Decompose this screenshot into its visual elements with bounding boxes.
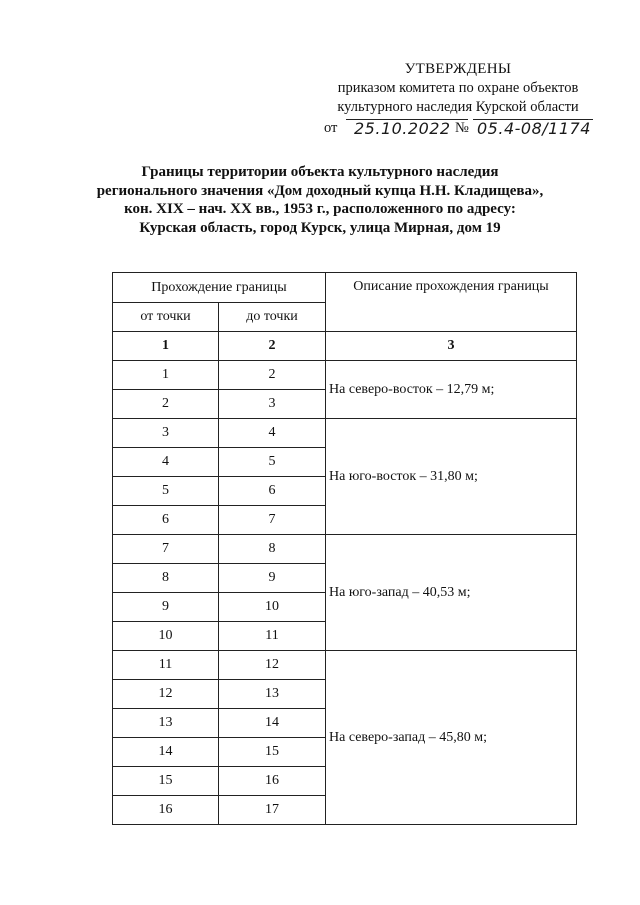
from-point-cell: 5 bbox=[113, 477, 219, 506]
approval-date-number-row bbox=[318, 118, 598, 140]
table-header-row bbox=[113, 273, 577, 303]
approval-block bbox=[318, 60, 598, 140]
to-point-cell: 13 bbox=[219, 680, 326, 709]
boundary-description-cell: На юго-восток – 31,80 м; bbox=[326, 419, 577, 535]
column-number: 3 bbox=[326, 332, 577, 361]
from-point-cell: 4 bbox=[113, 448, 219, 477]
column-number: 1 bbox=[113, 332, 219, 361]
header-to: до точки bbox=[219, 303, 326, 332]
title-line-3: кон. XIX – нач. XX вв., 1953 г., расположенного по адресу: bbox=[124, 201, 516, 217]
to-point-cell: 5 bbox=[219, 448, 326, 477]
column-number-row bbox=[113, 332, 577, 361]
to-point-cell: 6 bbox=[219, 477, 326, 506]
table-row bbox=[113, 535, 577, 564]
to-point-cell: 7 bbox=[219, 506, 326, 535]
to-point-cell: 4 bbox=[219, 419, 326, 448]
to-point-cell: 10 bbox=[219, 593, 326, 622]
table-row bbox=[113, 361, 577, 390]
header-description: Описание прохождения границы bbox=[326, 273, 577, 332]
table-row bbox=[113, 651, 577, 680]
from-point-cell: 16 bbox=[113, 796, 219, 825]
to-point-cell: 2 bbox=[219, 361, 326, 390]
boundary-description-cell: На северо-запад – 45,80 м; bbox=[326, 651, 577, 825]
from-point-cell: 3 bbox=[113, 419, 219, 448]
from-point-cell: 8 bbox=[113, 564, 219, 593]
title-line-2: регионального значения «Дом доходный купца Н.Н. Кладищева», bbox=[96, 182, 544, 199]
to-point-cell: 14 bbox=[219, 709, 326, 738]
to-point-cell: 3 bbox=[219, 390, 326, 419]
document-title bbox=[60, 163, 580, 237]
to-point-cell: 9 bbox=[219, 564, 326, 593]
from-point-cell: 10 bbox=[113, 622, 219, 651]
from-point-cell: 14 bbox=[113, 738, 219, 767]
header-passage: Прохождение границы bbox=[113, 273, 326, 303]
header-from: от точки bbox=[113, 303, 219, 332]
number-label: № bbox=[455, 120, 469, 136]
from-point-cell: 1 bbox=[113, 361, 219, 390]
title-line-4: Курская область, город Курск, улица Мирная, дом 19 bbox=[139, 219, 501, 236]
column-number: 2 bbox=[219, 332, 326, 361]
to-point-cell: 8 bbox=[219, 535, 326, 564]
boundary-table bbox=[112, 272, 577, 825]
from-point-cell: 7 bbox=[113, 535, 219, 564]
from-point-cell: 2 bbox=[113, 390, 219, 419]
from-point-cell: 11 bbox=[113, 651, 219, 680]
approval-number: 05.4-08/1174 bbox=[477, 119, 591, 138]
approval-date: 25.10.2022 bbox=[354, 119, 451, 138]
to-point-cell: 15 bbox=[219, 738, 326, 767]
to-point-cell: 12 bbox=[219, 651, 326, 680]
from-point-cell: 15 bbox=[113, 767, 219, 796]
from-point-cell: 13 bbox=[113, 709, 219, 738]
to-point-cell: 17 bbox=[219, 796, 326, 825]
approval-heading: УТВЕРЖДЕНЫ bbox=[404, 61, 512, 77]
from-point-cell: 6 bbox=[113, 506, 219, 535]
from-label: от bbox=[324, 120, 338, 136]
from-point-cell: 12 bbox=[113, 680, 219, 709]
to-point-cell: 11 bbox=[219, 622, 326, 651]
approval-line-1: приказом комитета по охране объектов bbox=[337, 80, 579, 96]
table-row bbox=[113, 419, 577, 448]
to-point-cell: 16 bbox=[219, 767, 326, 796]
from-point-cell: 9 bbox=[113, 593, 219, 622]
title-line-1: Границы территории объекта культурного наследия bbox=[141, 164, 499, 180]
boundary-description-cell: На юго-запад – 40,53 м; bbox=[326, 535, 577, 651]
boundary-description-cell: На северо-восток – 12,79 м; bbox=[326, 361, 577, 419]
approval-line-2: культурного наследия Курской области bbox=[337, 99, 579, 115]
